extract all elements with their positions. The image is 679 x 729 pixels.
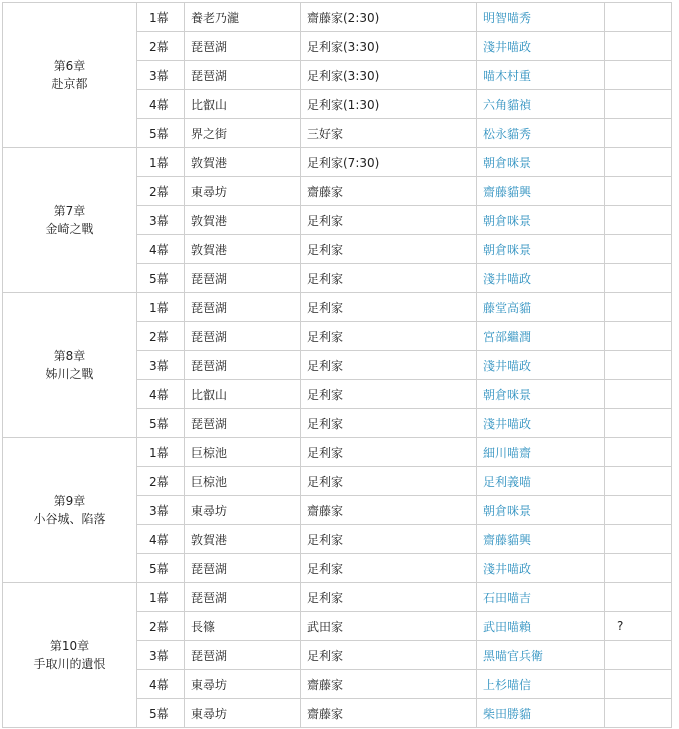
act-cell-text: 3幕 bbox=[149, 213, 169, 228]
house-cell-text: 足利家(3:30) bbox=[307, 39, 380, 54]
note-cell bbox=[605, 554, 672, 583]
act-cell-text: 1幕 bbox=[149, 10, 169, 25]
location-cell bbox=[185, 409, 301, 438]
location-cell-text: 東尋坊 bbox=[191, 184, 228, 199]
location-cell-text: 比叡山 bbox=[191, 387, 228, 402]
chapter-cell bbox=[3, 3, 137, 148]
note-cell bbox=[605, 583, 672, 612]
cat-name-link[interactable]: 喵木村重 bbox=[483, 68, 532, 83]
act-cell bbox=[137, 670, 185, 699]
act-cell bbox=[137, 206, 185, 235]
location-cell-text: 比叡山 bbox=[191, 97, 228, 112]
house-cell-text: 足利家 bbox=[307, 242, 344, 257]
location-cell bbox=[185, 670, 301, 699]
act-cell-text: 3幕 bbox=[149, 503, 169, 518]
house-cell-text: 足利家 bbox=[307, 648, 344, 663]
note-cell bbox=[605, 612, 672, 641]
cat-name-cell bbox=[477, 699, 605, 728]
cat-name-link[interactable]: 淺井喵政 bbox=[483, 416, 532, 431]
location-cell bbox=[185, 351, 301, 380]
cat-name-link[interactable]: 淺井喵政 bbox=[483, 561, 532, 576]
location-cell-text: 琵琶湖 bbox=[191, 358, 228, 373]
act-cell-text: 3幕 bbox=[149, 68, 169, 83]
chapter-title: 第8章 bbox=[53, 349, 86, 363]
act-cell bbox=[137, 467, 185, 496]
table-row bbox=[3, 3, 672, 32]
note-cell bbox=[605, 177, 672, 206]
location-cell bbox=[185, 206, 301, 235]
note-cell bbox=[605, 3, 672, 32]
location-cell-text: 敦賀港 bbox=[191, 155, 228, 170]
house-cell bbox=[301, 264, 477, 293]
note-cell bbox=[605, 206, 672, 235]
note-cell bbox=[605, 61, 672, 90]
house-cell-text: 齋藤家(2:30) bbox=[307, 10, 380, 25]
table-row bbox=[3, 438, 672, 467]
cat-name-cell bbox=[477, 438, 605, 467]
house-cell-text: 足利家 bbox=[307, 445, 344, 460]
location-cell-text: 養老乃瀧 bbox=[191, 10, 240, 25]
act-cell-text: 5幕 bbox=[149, 271, 169, 286]
house-cell-text: 齋藤家 bbox=[307, 184, 344, 199]
cat-name-link[interactable]: 松永貓秀 bbox=[483, 126, 532, 141]
act-cell-text: 5幕 bbox=[149, 126, 169, 141]
location-cell bbox=[185, 380, 301, 409]
chapter-title: 第10章 bbox=[49, 639, 90, 653]
location-cell bbox=[185, 641, 301, 670]
house-cell bbox=[301, 409, 477, 438]
note-cell bbox=[605, 90, 672, 119]
cat-name-cell bbox=[477, 612, 605, 641]
cat-name-link[interactable]: 六角貓禎 bbox=[483, 97, 532, 112]
act-cell-text: 5幕 bbox=[149, 416, 169, 431]
cat-name-link[interactable]: 柴田勝貓 bbox=[483, 706, 532, 721]
location-cell-text: 長篠 bbox=[191, 619, 216, 634]
act-cell bbox=[137, 699, 185, 728]
house-cell-text: 足利家 bbox=[307, 387, 344, 402]
act-cell bbox=[137, 61, 185, 90]
cat-name-link[interactable]: 武田喵賴 bbox=[483, 619, 532, 634]
location-cell-text: 琵琶湖 bbox=[191, 39, 228, 54]
act-cell bbox=[137, 438, 185, 467]
cat-name-cell bbox=[477, 351, 605, 380]
location-cell-text: 琵琶湖 bbox=[191, 561, 228, 576]
act-cell-text: 2幕 bbox=[149, 39, 169, 54]
house-cell bbox=[301, 699, 477, 728]
cat-name-link[interactable]: 足利義喵 bbox=[483, 474, 532, 489]
act-cell-text: 5幕 bbox=[149, 706, 169, 721]
location-cell bbox=[185, 583, 301, 612]
cat-name-cell bbox=[477, 264, 605, 293]
cat-name-link[interactable]: 淺井喵政 bbox=[483, 39, 532, 54]
cat-name-link[interactable]: 齋藤貓興 bbox=[483, 184, 532, 199]
house-cell-text: 足利家 bbox=[307, 358, 344, 373]
act-cell bbox=[137, 612, 185, 641]
house-cell-text: 足利家 bbox=[307, 416, 344, 431]
cat-name-link[interactable]: 朝倉咪景 bbox=[483, 387, 532, 402]
chapter-title: 第9章 bbox=[53, 494, 86, 508]
house-cell-text: 武田家 bbox=[307, 619, 344, 634]
act-cell bbox=[137, 3, 185, 32]
note-cell bbox=[605, 496, 672, 525]
house-cell-text: 足利家 bbox=[307, 213, 344, 228]
cat-name-cell bbox=[477, 235, 605, 264]
act-cell bbox=[137, 32, 185, 61]
location-cell bbox=[185, 90, 301, 119]
act-cell-text: 1幕 bbox=[149, 300, 169, 315]
house-cell bbox=[301, 351, 477, 380]
act-cell bbox=[137, 380, 185, 409]
note-cell bbox=[605, 293, 672, 322]
house-cell bbox=[301, 3, 477, 32]
note-cell bbox=[605, 235, 672, 264]
house-cell-text: 三好家 bbox=[307, 126, 344, 141]
location-cell-text: 琵琶湖 bbox=[191, 590, 228, 605]
cat-name-cell bbox=[477, 32, 605, 61]
location-cell-text: 敦賀港 bbox=[191, 242, 228, 257]
note-cell bbox=[605, 670, 672, 699]
act-cell bbox=[137, 235, 185, 264]
cat-name-link[interactable]: 宮部繼潤 bbox=[483, 329, 532, 344]
house-cell bbox=[301, 32, 477, 61]
location-cell-text: 東尋坊 bbox=[191, 503, 228, 518]
location-cell bbox=[185, 322, 301, 351]
act-cell bbox=[137, 90, 185, 119]
note-cell bbox=[605, 32, 672, 61]
cat-name-cell bbox=[477, 119, 605, 148]
act-cell-text: 4幕 bbox=[149, 387, 169, 402]
cat-name-cell bbox=[477, 554, 605, 583]
location-cell bbox=[185, 467, 301, 496]
cat-name-cell bbox=[477, 90, 605, 119]
cat-name-cell bbox=[477, 3, 605, 32]
chapter-subtitle: 姊川之戰 bbox=[45, 367, 94, 381]
house-cell-text: 齋藤家 bbox=[307, 503, 344, 518]
cat-name-cell bbox=[477, 670, 605, 699]
note-cell bbox=[605, 148, 672, 177]
stage-table bbox=[2, 2, 672, 728]
act-cell bbox=[137, 525, 185, 554]
location-cell bbox=[185, 235, 301, 264]
act-cell-text: 2幕 bbox=[149, 619, 169, 634]
location-cell bbox=[185, 177, 301, 206]
location-cell bbox=[185, 32, 301, 61]
chapter-subtitle: 手取川的遺恨 bbox=[33, 657, 106, 671]
act-cell-text: 1幕 bbox=[149, 590, 169, 605]
act-cell-text: 2幕 bbox=[149, 329, 169, 344]
house-cell bbox=[301, 322, 477, 351]
location-cell-text: 琵琶湖 bbox=[191, 329, 228, 344]
chapter-subtitle: 小谷城、陷落 bbox=[33, 512, 106, 526]
cat-name-cell bbox=[477, 496, 605, 525]
location-cell bbox=[185, 3, 301, 32]
chapter-subtitle: 金崎之戰 bbox=[45, 222, 94, 236]
house-cell-text: 足利家 bbox=[307, 532, 344, 547]
note-cell bbox=[605, 699, 672, 728]
location-cell-text: 琵琶湖 bbox=[191, 271, 228, 286]
location-cell bbox=[185, 554, 301, 583]
act-cell-text: 4幕 bbox=[149, 677, 169, 692]
act-cell bbox=[137, 496, 185, 525]
location-cell bbox=[185, 119, 301, 148]
house-cell-text: 齋藤家 bbox=[307, 706, 344, 721]
act-cell bbox=[137, 322, 185, 351]
cat-name-cell bbox=[477, 467, 605, 496]
cat-name-cell bbox=[477, 177, 605, 206]
location-cell bbox=[185, 293, 301, 322]
location-cell-text: 琵琶湖 bbox=[191, 68, 228, 83]
cat-name-link[interactable]: 齋藤貓興 bbox=[483, 532, 532, 547]
act-cell-text: 5幕 bbox=[149, 561, 169, 576]
cat-name-cell bbox=[477, 61, 605, 90]
act-cell bbox=[137, 177, 185, 206]
act-cell-text: 3幕 bbox=[149, 648, 169, 663]
note-cell bbox=[605, 641, 672, 670]
location-cell bbox=[185, 61, 301, 90]
cat-name-link[interactable]: 淺井喵政 bbox=[483, 358, 532, 373]
act-cell bbox=[137, 148, 185, 177]
house-cell bbox=[301, 438, 477, 467]
house-cell bbox=[301, 148, 477, 177]
house-cell bbox=[301, 177, 477, 206]
note-cell bbox=[605, 322, 672, 351]
location-cell-text: 琵琶湖 bbox=[191, 416, 228, 431]
cat-name-link[interactable]: 淺井喵政 bbox=[483, 271, 532, 286]
chapter-cell bbox=[3, 438, 137, 583]
table-row bbox=[3, 148, 672, 177]
act-cell-text: 4幕 bbox=[149, 97, 169, 112]
cat-name-link[interactable]: 細川喵齋 bbox=[483, 445, 532, 460]
house-cell-text: 足利家 bbox=[307, 561, 344, 576]
location-cell bbox=[185, 148, 301, 177]
act-cell-text: 4幕 bbox=[149, 242, 169, 257]
location-cell-text: 琵琶湖 bbox=[191, 300, 228, 315]
chapter-cell bbox=[3, 148, 137, 293]
location-cell bbox=[185, 699, 301, 728]
house-cell bbox=[301, 467, 477, 496]
house-cell bbox=[301, 293, 477, 322]
cat-name-link[interactable]: 明智喵秀 bbox=[483, 10, 532, 25]
table-row bbox=[3, 293, 672, 322]
house-cell-text: 足利家(3:30) bbox=[307, 68, 380, 83]
location-cell-text: 東尋坊 bbox=[191, 677, 228, 692]
act-cell-text: 1幕 bbox=[149, 155, 169, 170]
location-cell-text: 巨椋池 bbox=[191, 474, 228, 489]
house-cell bbox=[301, 380, 477, 409]
act-cell bbox=[137, 409, 185, 438]
chapter-title: 第7章 bbox=[53, 204, 86, 218]
house-cell-text: 足利家(1:30) bbox=[307, 97, 380, 112]
location-cell bbox=[185, 264, 301, 293]
location-cell bbox=[185, 612, 301, 641]
house-cell bbox=[301, 61, 477, 90]
location-cell bbox=[185, 496, 301, 525]
act-cell-text: 1幕 bbox=[149, 445, 169, 460]
house-cell-text: 足利家 bbox=[307, 300, 344, 315]
house-cell bbox=[301, 641, 477, 670]
act-cell bbox=[137, 351, 185, 380]
act-cell bbox=[137, 554, 185, 583]
house-cell-text: 足利家 bbox=[307, 474, 344, 489]
act-cell bbox=[137, 293, 185, 322]
cat-name-link[interactable]: 朝倉咪景 bbox=[483, 242, 532, 257]
cat-name-cell bbox=[477, 380, 605, 409]
act-cell bbox=[137, 264, 185, 293]
house-cell bbox=[301, 119, 477, 148]
act-cell-text: 2幕 bbox=[149, 184, 169, 199]
cat-name-cell bbox=[477, 409, 605, 438]
act-cell-text: 2幕 bbox=[149, 474, 169, 489]
house-cell bbox=[301, 554, 477, 583]
location-cell-text: 巨椋池 bbox=[191, 445, 228, 460]
location-cell-text: 敦賀港 bbox=[191, 213, 228, 228]
cat-name-link[interactable]: 朝倉咪景 bbox=[483, 503, 532, 518]
cat-name-link[interactable]: 朝倉咪景 bbox=[483, 155, 532, 170]
location-cell bbox=[185, 525, 301, 554]
cat-name-cell bbox=[477, 583, 605, 612]
act-cell bbox=[137, 641, 185, 670]
cat-name-cell bbox=[477, 322, 605, 351]
house-cell bbox=[301, 206, 477, 235]
house-cell bbox=[301, 612, 477, 641]
act-cell-text: 3幕 bbox=[149, 358, 169, 373]
note-cell-text: ? bbox=[617, 619, 624, 633]
note-cell bbox=[605, 264, 672, 293]
chapter-title: 第6章 bbox=[53, 59, 86, 73]
house-cell bbox=[301, 235, 477, 264]
cat-name-link[interactable]: 石田喵吉 bbox=[483, 590, 532, 605]
location-cell-text: 界之街 bbox=[191, 126, 228, 141]
note-cell bbox=[605, 525, 672, 554]
cat-name-link[interactable]: 朝倉咪景 bbox=[483, 213, 532, 228]
note-cell bbox=[605, 467, 672, 496]
house-cell bbox=[301, 583, 477, 612]
cat-name-cell bbox=[477, 525, 605, 554]
cat-name-cell bbox=[477, 641, 605, 670]
house-cell bbox=[301, 496, 477, 525]
cat-name-cell bbox=[477, 206, 605, 235]
note-cell bbox=[605, 351, 672, 380]
cat-name-cell bbox=[477, 293, 605, 322]
chapter-subtitle: 赴京都 bbox=[51, 77, 88, 91]
house-cell-text: 足利家(7:30) bbox=[307, 155, 380, 170]
note-cell bbox=[605, 119, 672, 148]
house-cell bbox=[301, 525, 477, 554]
house-cell-text: 足利家 bbox=[307, 271, 344, 286]
act-cell bbox=[137, 119, 185, 148]
house-cell-text: 齋藤家 bbox=[307, 677, 344, 692]
act-cell bbox=[137, 583, 185, 612]
cat-name-link[interactable]: 藤堂高貓 bbox=[483, 300, 532, 315]
table-row bbox=[3, 583, 672, 612]
note-cell bbox=[605, 409, 672, 438]
location-cell-text: 敦賀港 bbox=[191, 532, 228, 547]
chapter-cell bbox=[3, 293, 137, 438]
location-cell bbox=[185, 438, 301, 467]
location-cell-text: 東尋坊 bbox=[191, 706, 228, 721]
house-cell bbox=[301, 670, 477, 699]
house-cell-text: 足利家 bbox=[307, 329, 344, 344]
house-cell bbox=[301, 90, 477, 119]
cat-name-link[interactable]: 黑喵官兵衛 bbox=[483, 648, 544, 663]
note-cell bbox=[605, 438, 672, 467]
location-cell-text: 琵琶湖 bbox=[191, 648, 228, 663]
house-cell-text: 足利家 bbox=[307, 590, 344, 605]
chapter-cell bbox=[3, 583, 137, 728]
cat-name-link[interactable]: 上杉喵信 bbox=[483, 677, 532, 692]
note-cell bbox=[605, 380, 672, 409]
act-cell-text: 4幕 bbox=[149, 532, 169, 547]
cat-name-cell bbox=[477, 148, 605, 177]
